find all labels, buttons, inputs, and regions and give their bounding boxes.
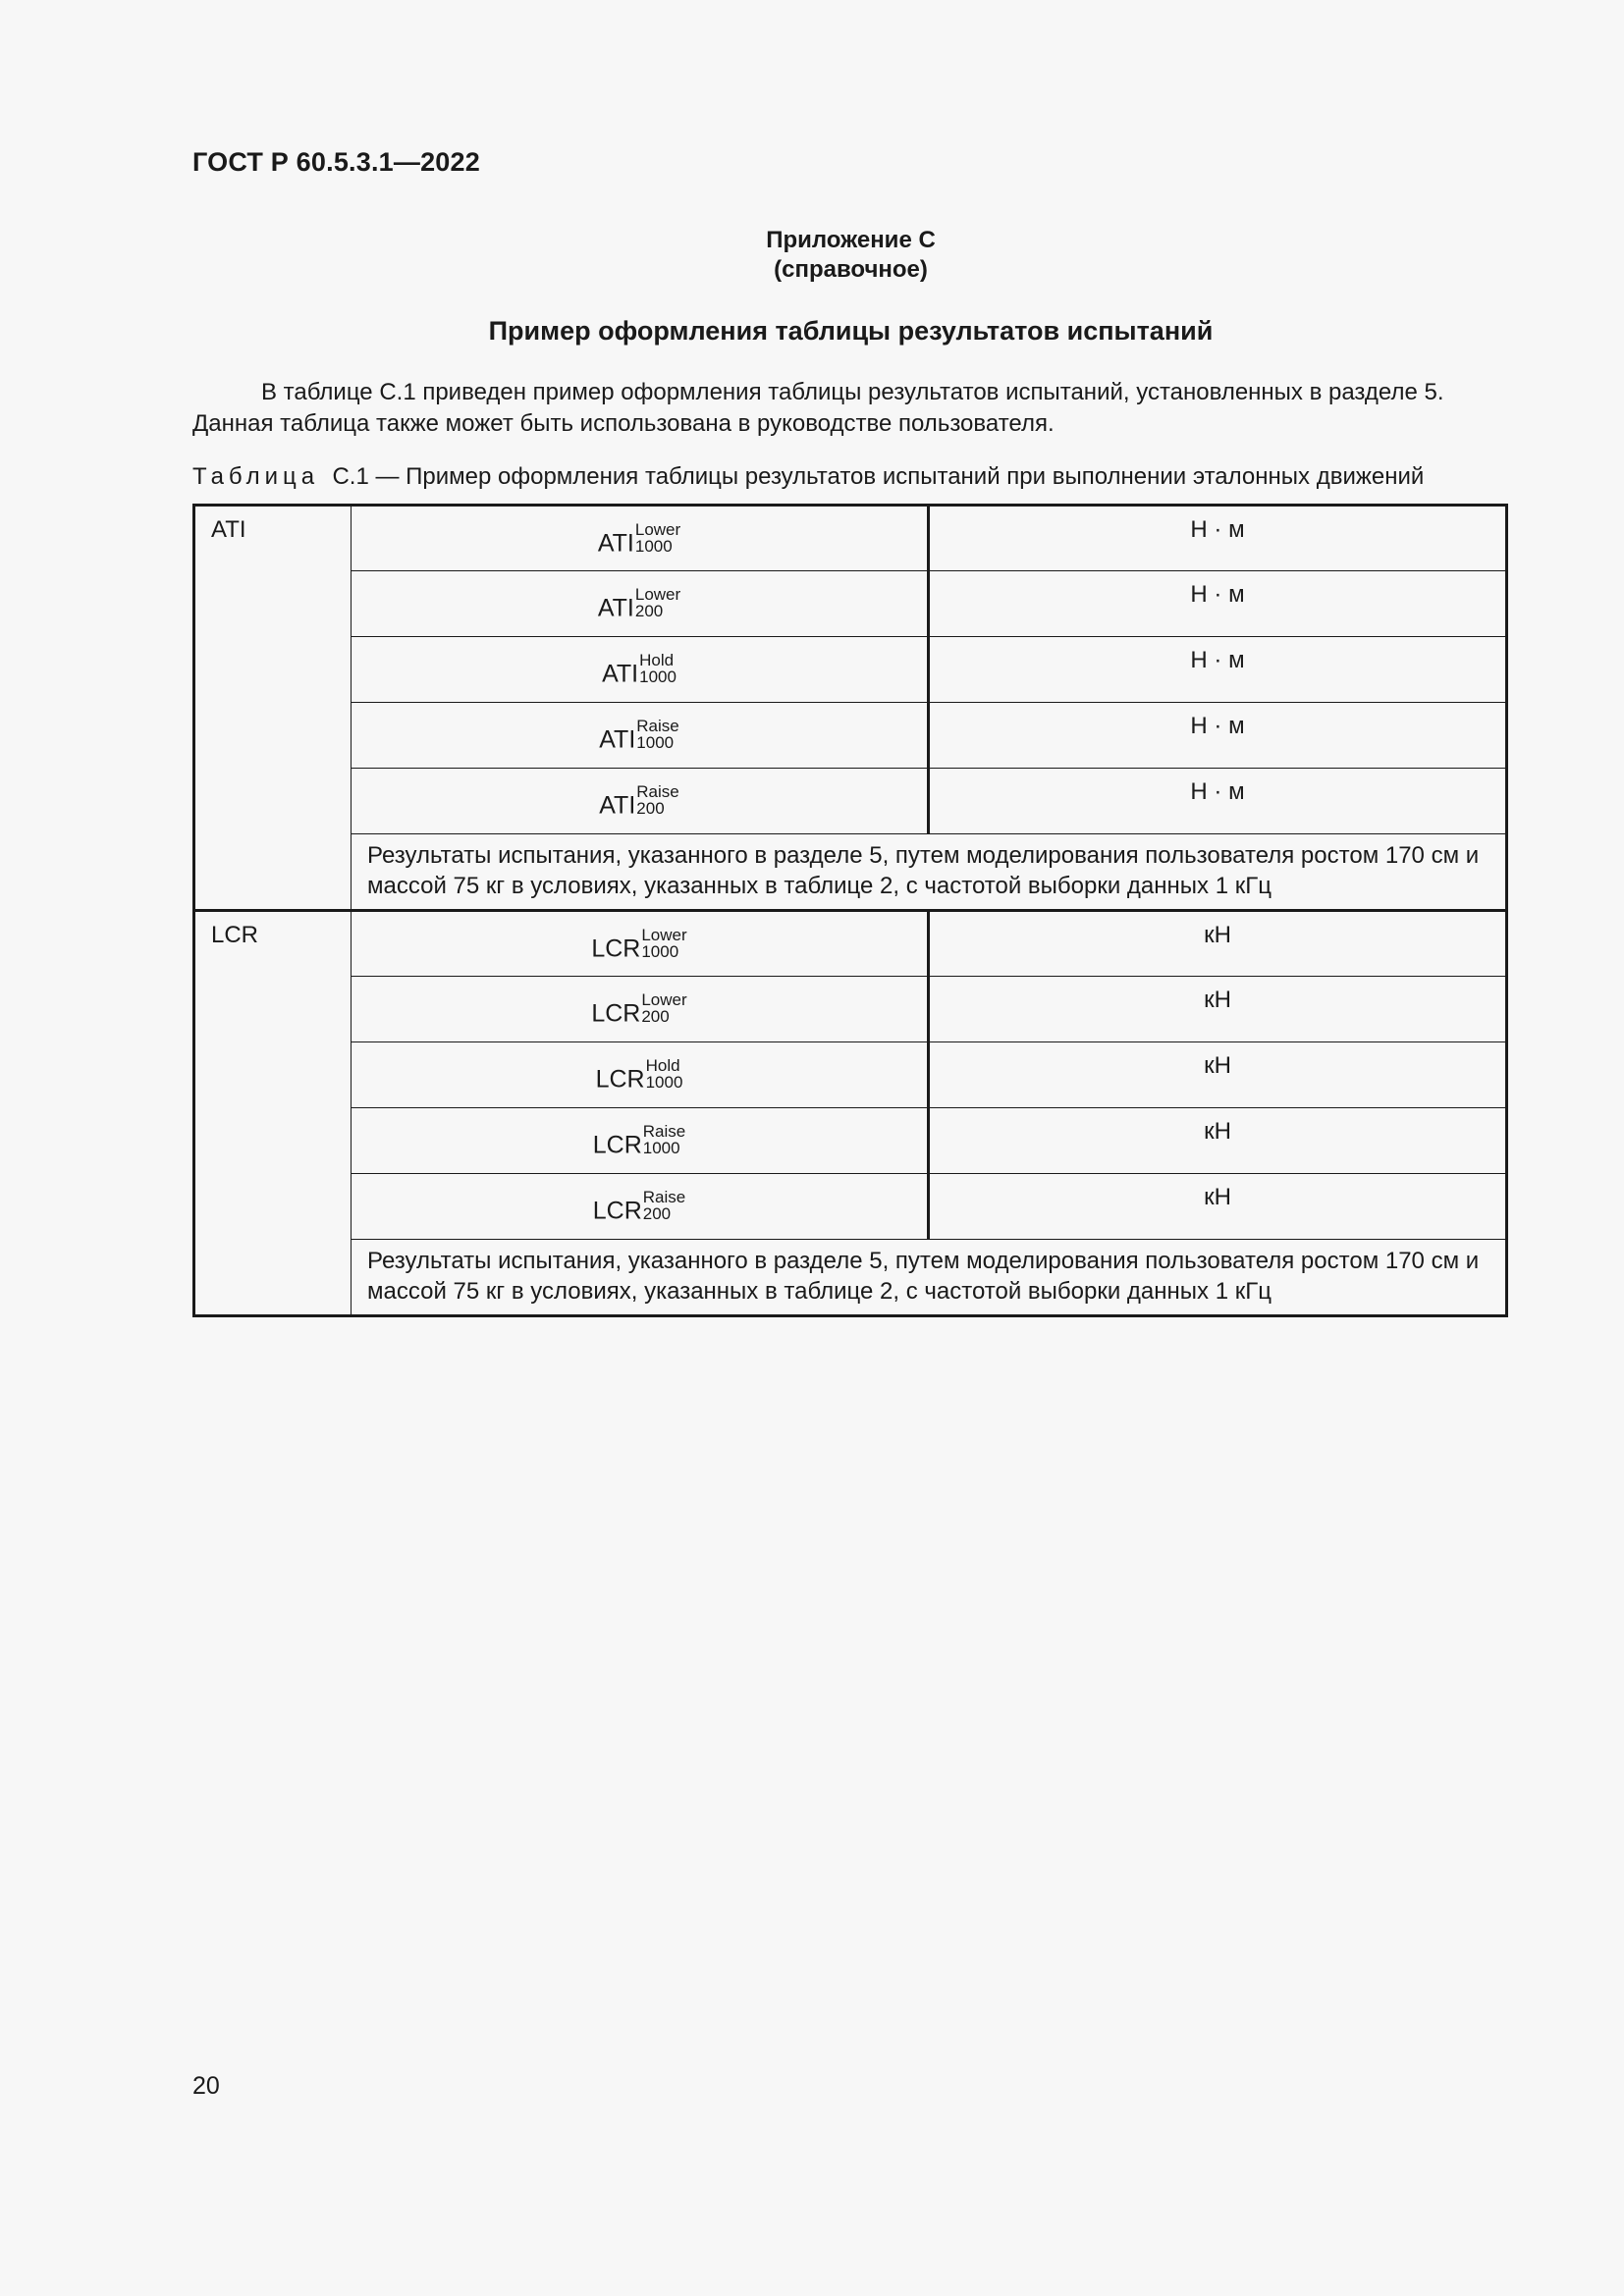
table-row bbox=[194, 1108, 1507, 1174]
symbol-cell bbox=[352, 1108, 929, 1174]
unit-cell: Н · м bbox=[929, 703, 1507, 769]
symbol-cell bbox=[352, 1174, 929, 1240]
group-label-ati: ATI bbox=[194, 506, 352, 911]
table-caption-prefix: Таблица bbox=[192, 463, 320, 490]
table-row bbox=[194, 769, 1507, 834]
intro-line-1: В таблице С.1 приведен пример оформления таблицы результатов испытаний, установленных в разделе 5. bbox=[261, 379, 1444, 405]
table-row bbox=[194, 911, 1507, 977]
appendix-title: Пример оформления таблицы результатов испытаний bbox=[488, 316, 1214, 346]
unit-cell: Н · м bbox=[929, 769, 1507, 834]
results-table bbox=[192, 504, 1508, 1317]
parameter-symbol: ATI Lower 200 bbox=[597, 585, 681, 622]
group-label-lcr: LCR bbox=[194, 911, 352, 1316]
parameter-symbol: ATI Hold 1000 bbox=[602, 651, 677, 688]
table-caption bbox=[192, 461, 1424, 493]
appendix-label: Приложение С bbox=[766, 227, 936, 253]
table-row bbox=[194, 571, 1507, 637]
appendix-kind: (справочное) bbox=[774, 256, 928, 283]
parameter-symbol: ATI Raise 1000 bbox=[599, 717, 679, 754]
symbol-cell bbox=[352, 1042, 929, 1108]
unit-cell: кН bbox=[929, 977, 1507, 1042]
unit-cell: кН bbox=[929, 1174, 1507, 1240]
appendix-heading bbox=[0, 226, 1624, 285]
document-code: ГОСТ Р 60.5.3.1—2022 bbox=[192, 147, 480, 177]
symbol-cell bbox=[352, 977, 929, 1042]
parameter-symbol: LCR Raise 1000 bbox=[592, 1122, 686, 1159]
unit-cell: кН bbox=[929, 1108, 1507, 1174]
parameter-symbol: ATI Raise 200 bbox=[599, 782, 679, 820]
unit-cell: кН bbox=[929, 1042, 1507, 1108]
symbol-cell bbox=[352, 637, 929, 703]
table-row bbox=[194, 834, 1507, 911]
parameter-symbol: LCR Hold 1000 bbox=[595, 1056, 683, 1094]
symbol-cell bbox=[352, 911, 929, 977]
symbol-cell bbox=[352, 571, 929, 637]
symbol-cell bbox=[352, 703, 929, 769]
unit-cell: Н · м bbox=[929, 571, 1507, 637]
intro-line-2: Данная таблица также может быть использована в руководстве пользователя. bbox=[192, 410, 1055, 437]
parameter-symbol: LCR Lower 200 bbox=[591, 990, 687, 1028]
unit-cell: Н · м bbox=[929, 637, 1507, 703]
table-caption-text: С.1 — Пример оформления таблицы результатов испытаний при выполнении эталонных движений bbox=[332, 463, 1425, 490]
table-row bbox=[194, 637, 1507, 703]
parameter-symbol: ATI Lower 1000 bbox=[597, 520, 681, 558]
table-row bbox=[194, 1042, 1507, 1108]
parameter-symbol: LCR Lower 1000 bbox=[591, 926, 687, 963]
intro-paragraph bbox=[192, 377, 1508, 440]
table-row bbox=[194, 1174, 1507, 1240]
table-row bbox=[194, 1240, 1507, 1316]
group-note: Результаты испытания, указанного в разделе 5, путем моделирования пользователя ростом 170 см и массой 75 кг в условиях, указанных в таблице 2, с частотой выборки данных 1 кГц bbox=[352, 834, 1507, 911]
table-row bbox=[194, 506, 1507, 571]
page-number: 20 bbox=[192, 2072, 220, 2100]
symbol-cell bbox=[352, 769, 929, 834]
unit-cell: Н · м bbox=[929, 506, 1507, 571]
group-note: Результаты испытания, указанного в разделе 5, путем моделирования пользователя ростом 170 см и массой 75 кг в условиях, указанных в таблице 2, с частотой выборки данных 1 кГц bbox=[352, 1240, 1507, 1316]
parameter-symbol: LCR Raise 200 bbox=[592, 1188, 686, 1225]
unit-cell: кН bbox=[929, 911, 1507, 977]
table-row bbox=[194, 977, 1507, 1042]
symbol-cell bbox=[352, 506, 929, 571]
table-row bbox=[194, 703, 1507, 769]
